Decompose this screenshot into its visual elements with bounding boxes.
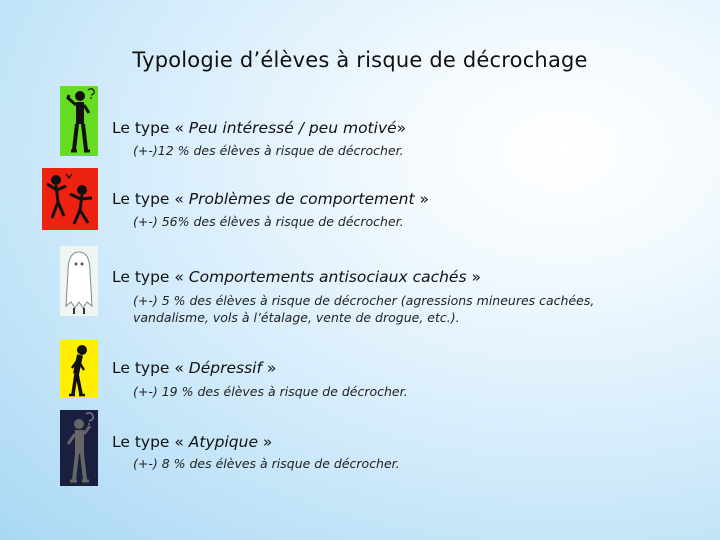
type-line-4 (112, 359, 276, 377)
type-name: Atypique (188, 433, 258, 451)
type-name: Comportements antisociaux cachés (188, 268, 467, 286)
type-description-1: (+-)12 % des élèves à risque de décrocher. (133, 143, 404, 158)
type-suffix: » (261, 359, 277, 377)
type-description-2: (+-) 56% des élèves à risque de décrocher. (133, 214, 404, 229)
type-line-3 (112, 268, 481, 286)
ghost-figure-icon (60, 246, 98, 316)
type-description-3: (+-) 5 % des élèves à risque de décrocher (agressions mineures cachées, vandalisme, vols à l’étalage, vente de drogue, etc.). (133, 293, 595, 325)
type-line-1 (112, 119, 406, 137)
type-line-2 (112, 190, 429, 208)
type-description-4: (+-) 19 % des élèves à risque de décrocher. (133, 384, 408, 399)
type-name: Peu intéressé / peu motivé (188, 119, 397, 137)
sad-figure-icon (60, 340, 98, 398)
type-name: Problèmes de comportement (188, 190, 415, 208)
type-prefix: Le type « (112, 119, 189, 137)
type-name: Dépressif (188, 359, 262, 377)
page-title: Typologie d’élèves à risque de décrochage (132, 48, 588, 72)
question-figure-icon (60, 410, 98, 486)
type-line-5 (112, 433, 272, 451)
type-suffix: » (396, 119, 407, 137)
type-prefix: Le type « (112, 433, 189, 451)
type-prefix: Le type « (112, 190, 189, 208)
type-prefix: Le type « (112, 359, 189, 377)
type-suffix: » (414, 190, 429, 208)
thinking-figure-icon (60, 86, 98, 156)
type-suffix: » (258, 433, 273, 451)
type-suffix: » (466, 268, 481, 286)
angry-figures-icon (42, 168, 98, 230)
type-prefix: Le type « (112, 268, 189, 286)
type-description-5: (+-) 8 % des élèves à risque de décrocher. (133, 456, 400, 471)
